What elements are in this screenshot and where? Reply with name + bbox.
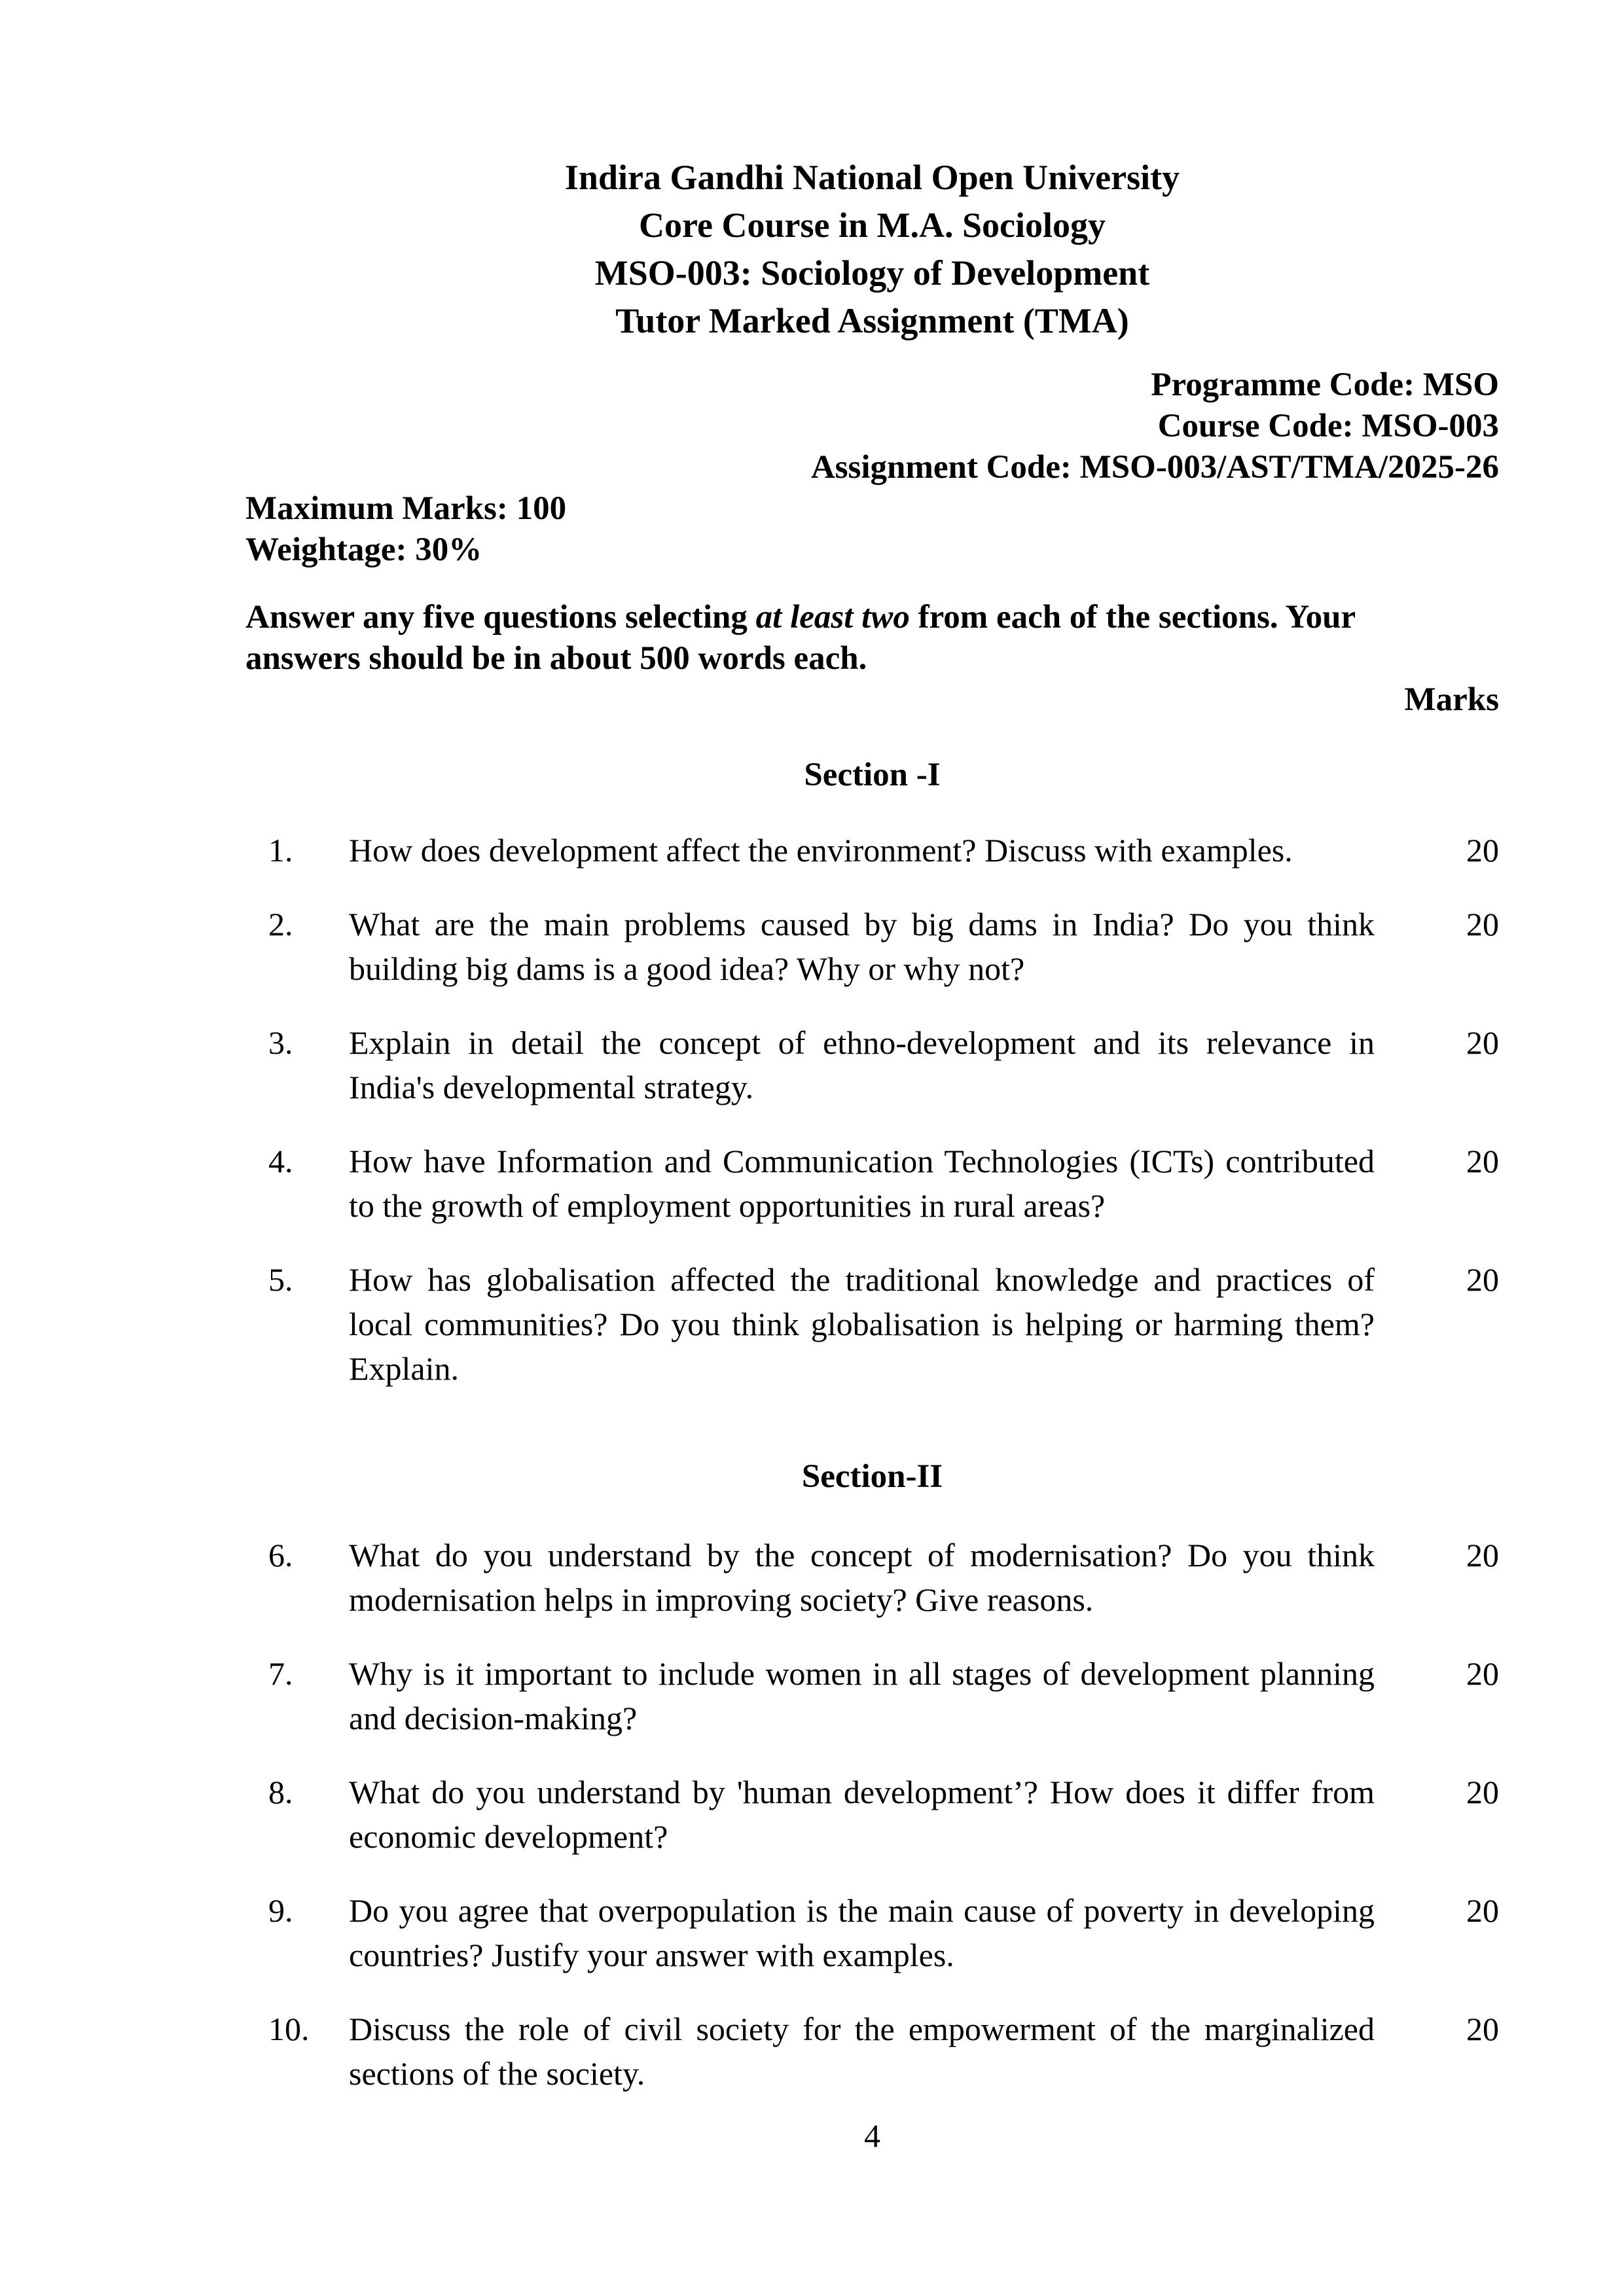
programme-code: Programme Code: MSO: [1151, 367, 1499, 403]
section-1-heading: Section -I: [804, 757, 941, 793]
question-marks: 20: [1466, 1892, 1499, 1929]
question-number: 3.: [268, 1024, 293, 1061]
question-number: 2.: [268, 906, 293, 942]
question-number: 7.: [268, 1655, 293, 1692]
question-marks: 20: [1466, 832, 1499, 869]
question-number: 5.: [268, 1261, 293, 1298]
question-text: Explain in detail the concept of ethno-development and its relevance in India's developmental strategy.: [349, 1024, 1375, 1105]
title-line-university: Indira Gandhi National Open University: [564, 158, 1180, 197]
question-number: 4.: [268, 1143, 293, 1179]
codes-block: [245, 365, 1499, 488]
maximum-marks: Maximum Marks: 100: [245, 490, 567, 527]
question-text: How have Information and Communication Technologies (ICTs) contributed to the growth of employment opportunities in rural areas?: [349, 1143, 1375, 1224]
question-number: 6.: [268, 1537, 293, 1573]
section-2-heading: Section-II: [801, 1458, 943, 1495]
question-row: [245, 1770, 1499, 1859]
question-text: Do you agree that overpopulation is the main cause of poverty in developing countries? Justify your answer with examples.: [349, 1892, 1375, 1973]
question-row: [245, 1888, 1499, 1977]
question-text: Discuss the role of civil society for the empowerment of the marginalized sections of the society.: [349, 2011, 1375, 2092]
question-row: [245, 828, 1499, 872]
instruction-suffix: from each of the sections. Your answers should be in about 500 words each.: [245, 599, 1356, 677]
question-row: [245, 902, 1499, 991]
question-marks: 20: [1466, 1537, 1499, 1573]
question-marks: 20: [1466, 1143, 1499, 1179]
instruction-prefix: Answer any five questions selecting: [245, 599, 756, 636]
marks-info: [245, 488, 1499, 571]
assignment-code: Assignment Code: MSO-003/AST/TMA/2025-26: [810, 449, 1499, 486]
question-marks: 20: [1466, 1774, 1499, 1810]
question-row: [245, 1651, 1499, 1740]
question-row: [245, 1020, 1499, 1109]
question-text: What are the main problems caused by big dams in India? Do you think building big dams is a good idea? Why or why not?: [349, 906, 1375, 987]
question-marks: 20: [1466, 1024, 1499, 1061]
question-row: [245, 1139, 1499, 1228]
question-row: [245, 1257, 1499, 1391]
question-number: 1.: [268, 832, 293, 869]
course-code: Course Code: MSO-003: [1157, 408, 1499, 444]
question-number: 10.: [268, 2011, 310, 2047]
question-text: What do you understand by 'human development’? How does it differ from economic development?: [349, 1774, 1375, 1855]
question-row: [245, 2007, 1499, 2096]
question-text: How has globalisation affected the traditional knowledge and practices of local communities? Do you think globalisation is helping or harming them? Explain.: [349, 1261, 1375, 1387]
question-text: Why is it important to include women in all stages of development planning and decision-making?: [349, 1655, 1375, 1736]
question-text: How does development affect the environment? Discuss with examples.: [349, 832, 1293, 869]
question-marks: 20: [1466, 1261, 1499, 1298]
question-marks: 20: [1466, 906, 1499, 942]
title-line-assignment-type: Tutor Marked Assignment (TMA): [615, 301, 1129, 340]
page-number: 4: [864, 2117, 880, 2154]
title-line-course: Core Course in M.A. Sociology: [639, 206, 1106, 245]
weightage: Weightage: 30%: [245, 531, 482, 568]
question-marks: 20: [1466, 2011, 1499, 2047]
question-row: [245, 1533, 1499, 1622]
instruction-emphasis: at least two: [755, 599, 910, 636]
document-title: [245, 154, 1499, 345]
question-number: 8.: [268, 1774, 293, 1810]
question-number: 9.: [268, 1892, 293, 1929]
question-marks: 20: [1466, 1655, 1499, 1692]
question-text: What do you understand by the concept of modernisation? Do you think modernisation helps in improving society? Give reasons.: [349, 1537, 1375, 1618]
title-line-subject: MSO-003: Sociology of Development: [594, 253, 1150, 293]
instruction-text: [245, 597, 1424, 679]
marks-column-header: Marks: [1404, 681, 1499, 718]
